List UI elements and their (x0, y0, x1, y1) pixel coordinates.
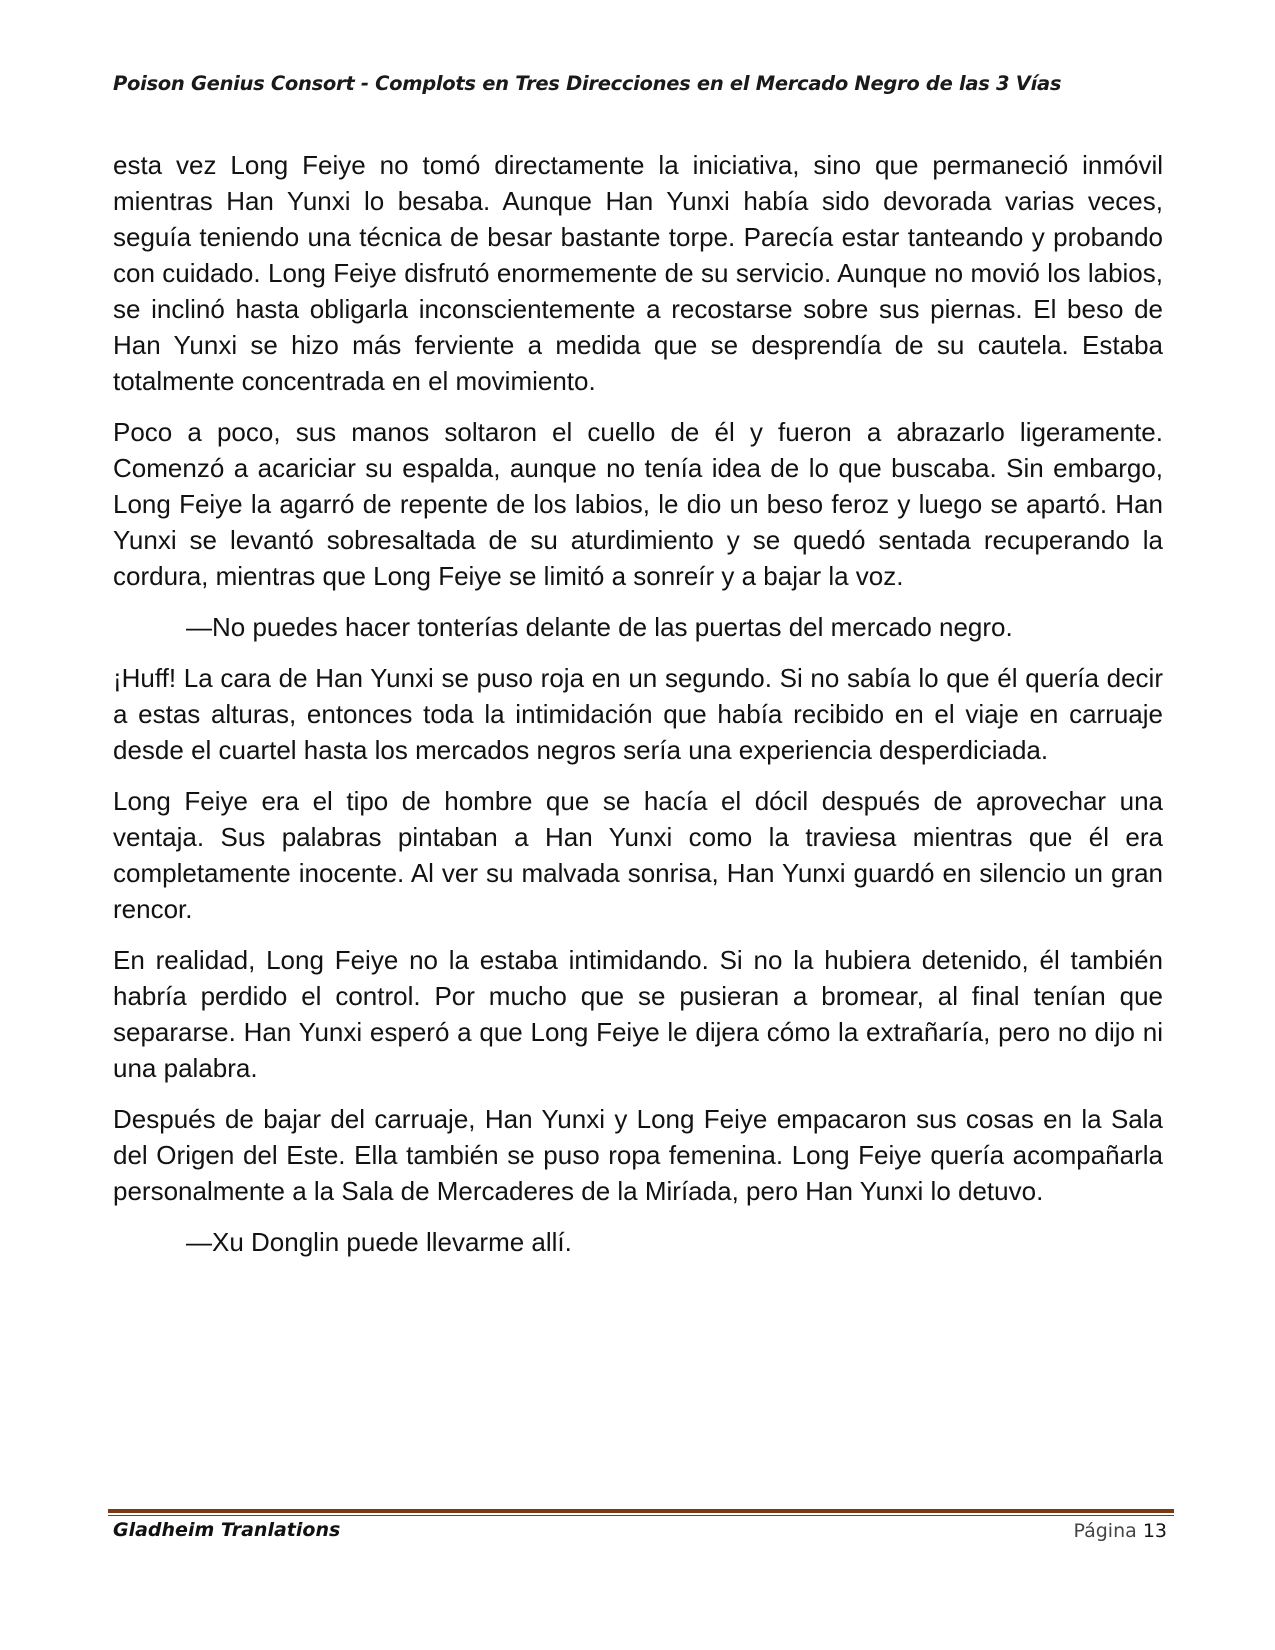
chapter-body (113, 147, 1163, 1275)
running-header: Poison Genius Consort - Complots en Tres Direcciones en el Mercado Negro de las 3 Vías (113, 72, 1062, 95)
paragraph: En realidad, Long Feiye no la estaba intimidando. Si no la hubiera detenido, él también habría perdido el control. Por mucho que se pusieran a bromear, al final tenían que separarse. Han Yunxi esperó a que Long Feiye le dijera cómo la extrañaría, pero no dijo ni una palabra. (113, 945, 1163, 1083)
dialogue-paragraph: —Xu Donglin puede llevarme allí. (186, 1227, 572, 1257)
paragraph: Long Feiye era el tipo de hombre que se hacía el dócil después de aprovechar una ventaja. Sus palabras pintaban a Han Yunxi como la traviesa mientras que él era completamente inocente. Al ver su malvada sonrisa, Han Yunxi guardó en silencio un gran rencor. (113, 786, 1163, 924)
page-label: Página (1073, 1520, 1137, 1542)
paragraph: Poco a poco, sus manos soltaron el cuello de él y fueron a abrazarlo ligeramente. Comenzó a acariciar su espalda, aunque no tenía idea de lo que buscaba. Sin embargo, Long Feiye la agarró de repente de los labios, le dio un beso feroz y luego se apartó. Han Yunxi se levantó sobresaltada de su aturdimiento y se quedó sentada recuperando la cordura, mientras que Long Feiye se limitó a sonreír y a bajar la voz. (113, 417, 1163, 591)
footer-rule (108, 1509, 1174, 1513)
dialogue-paragraph: —No puedes hacer tonterías delante de las puertas del mercado negro. (186, 612, 1013, 642)
footer-rule-thin (108, 1515, 1174, 1516)
page-number-value: 13 (1142, 1520, 1167, 1542)
paragraph: esta vez Long Feiye no tomó directamente la iniciativa, sino que permaneció inmóvil mientras Han Yunxi lo besaba. Aunque Han Yunxi había sido devorada varias veces, seguía teniendo una técnica de besar bastante torpe. Parecía estar tanteando y probando con cuidado. Long Feiye disfrutó enormemente de su servicio. Aunque no movió los labios, se inclinó hasta obligarla inconscientemente a recostarse sobre sus piernas. El beso de Han Yunxi se hizo más ferviente a medida que se desprendía de su cautela. Estaba totalmente concentrada en el movimiento. (113, 150, 1163, 396)
footer-publisher: Gladheim Tranlations (113, 1519, 341, 1541)
paragraph: Después de bajar del carruaje, Han Yunxi y Long Feiye empacaron sus cosas en la Sala del Origen del Este. Ella también se puso ropa femenina. Long Feiye quería acompañarla personalmente a la Sala de Mercaderes de la Miríada, pero Han Yunxi lo detuvo. (113, 1104, 1163, 1206)
paragraph: ¡Huff! La cara de Han Yunxi se puso roja en un segundo. Si no sabía lo que él quería decir a estas alturas, entonces toda la intimidación que había recibido en el viaje en carruaje desde el cuartel hasta los mercados negros sería una experiencia desperdiciada. (113, 663, 1163, 765)
page-number (1073, 1520, 1167, 1542)
